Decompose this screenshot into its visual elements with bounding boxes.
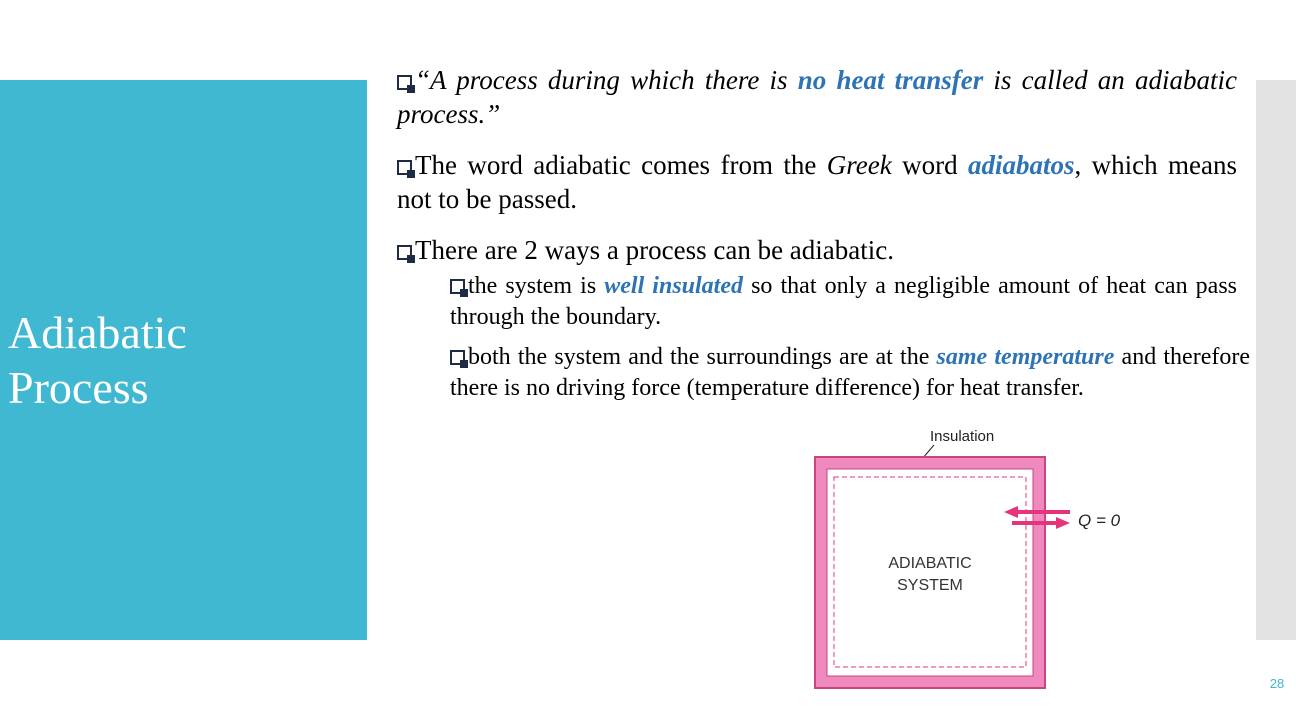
sub-bullet-same-temperature: both the system and the surroundings are at the same temperature and therefore there is no driving force (temperature difference) for heat transfer. — [450, 344, 1250, 401]
insulation-label: Insulation — [930, 428, 995, 445]
checkbox-bullet-icon — [397, 245, 412, 260]
right-decor-strip — [1256, 80, 1296, 640]
system-label-line-2: SYSTEM — [897, 577, 963, 594]
bullet-two-ways: There are 2 ways a process can be adiabatic. — [397, 233, 1237, 267]
emphasis-no-heat-transfer: no heat transfer — [797, 65, 984, 95]
page-number: 28 — [1269, 676, 1285, 691]
checkbox-bullet-icon — [450, 350, 465, 365]
bullet-definition: “A process during which there is no heat transfer is called an adiabatic process.” — [397, 65, 1237, 129]
heat-arrow-out-head — [1056, 517, 1070, 529]
adiabatic-system-diagram — [800, 425, 1140, 695]
slide-title — [8, 305, 187, 415]
bullet-etymology: The word adiabatic comes from the Greek word adiabatos, which means not to be passed. — [397, 150, 1237, 214]
checkbox-bullet-icon — [450, 279, 465, 294]
checkbox-bullet-icon — [397, 160, 412, 175]
sub-bullet-insulated: the system is well insulated so that only a negligible amount of heat can pass through the boundary. — [450, 273, 1237, 330]
emphasis-adiabatos: adiabatos — [967, 150, 1075, 180]
checkbox-bullet-icon — [397, 75, 412, 90]
q-zero-label: Q = 0 — [1078, 511, 1121, 530]
title-line-2: Process — [8, 362, 149, 413]
title-line-1: Adiabatic — [8, 307, 187, 358]
emphasis-well-insulated: well insulated — [604, 273, 743, 299]
emphasis-same-temperature: same temperature — [936, 344, 1115, 370]
system-boundary — [827, 469, 1033, 676]
system-label-line-1: ADIABATIC — [888, 555, 972, 572]
